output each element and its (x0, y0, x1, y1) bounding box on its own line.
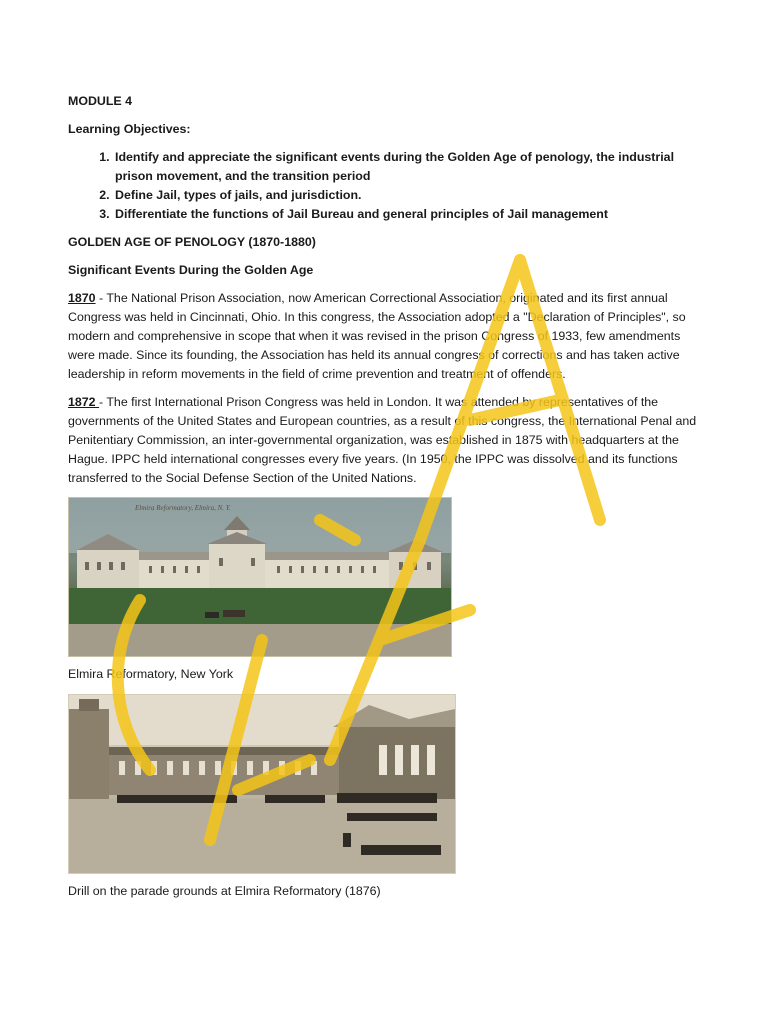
objective-item: 1. Identify and appreciate the significant events during the Golden Age of penology, the industrial prison movement, and the transition period (113, 148, 708, 186)
postcard-caption: Elmira Reformatory, Elmira, N. Y. (135, 504, 231, 512)
figure-caption: Drill on the parade grounds at Elmira Reformatory (1876) (68, 884, 381, 898)
document-content (68, 92, 708, 911)
event-year: 1872 (68, 395, 100, 409)
elmira-building-illustration (69, 498, 451, 656)
objective-item: 3. Differentiate the functions of Jail Bureau and general principles of Jail management (113, 205, 708, 224)
event-paragraph-1872 (68, 393, 708, 488)
objective-item: 2. Define Jail, types of jails, and jurisdiction. (113, 186, 708, 205)
elmira-drill-photo (68, 694, 456, 874)
objectives-heading: Learning Objectives: (68, 122, 191, 136)
section-title: GOLDEN AGE OF PENOLOGY (1870-1880) (68, 235, 316, 249)
objectives-list (68, 148, 708, 224)
event-text: - The National Prison Association, now American Correctional Association, originated and its first annual Congress was held in Cincinnati, Ohio. In this congress, the Association adopted a "Declaration of Principles", so modern and comprehensive in scope that when it was revised in the prison Congress of 1933, few amendments were made. Since its founding, the Association has held its annual congress of corrections and has taken active leadership in reform movements in the field of crime prevention and treatment of offenders. (68, 291, 686, 381)
parade-ground-illustration (69, 695, 455, 873)
figure-caption: Elmira Reformatory, New York (68, 667, 234, 681)
event-paragraph-1870 (68, 289, 708, 384)
subsection-title: Significant Events During the Golden Age (68, 263, 314, 277)
elmira-reformatory-photo (68, 497, 452, 657)
module-title: MODULE 4 (68, 94, 133, 108)
event-text: - The first International Prison Congress was held in London. It was attended by representatives of the governments of the United States and European countries, as a result of this congress, the International Penal and Penitentiary Commission, an inter-governmental organization, was established in 1875 with headquarters at the Hague. IPPC held international congresses every five years. (In 1950, the IPPC was dissolved and its functions transferred to the Social Defense Section of the United Nations. (68, 395, 697, 485)
event-year: 1870 (68, 291, 96, 305)
